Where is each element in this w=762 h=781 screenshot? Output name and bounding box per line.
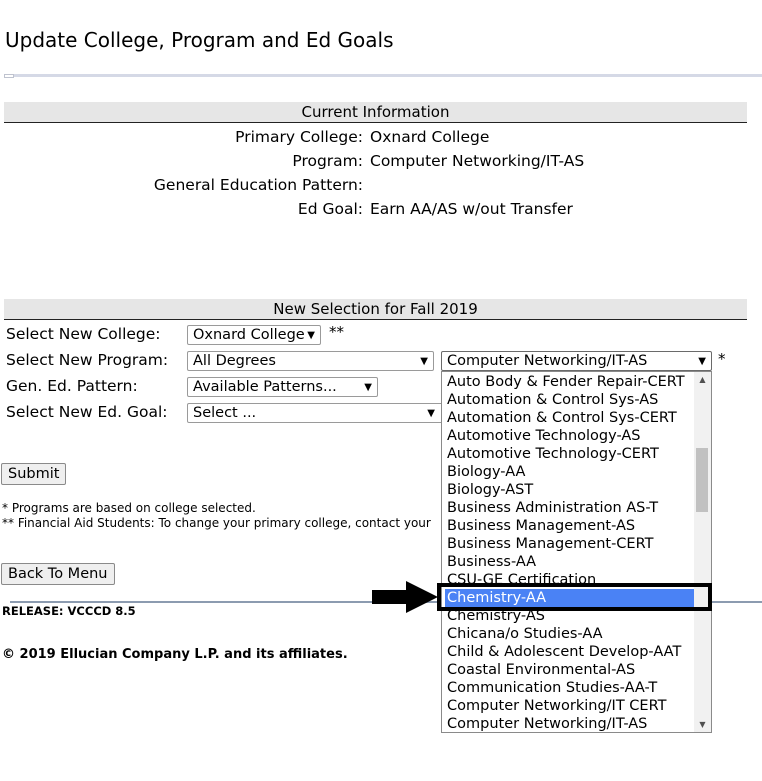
footnote-programs: * Programs are based on college selected. — [2, 501, 256, 515]
college-select[interactable] — [187, 325, 321, 345]
ed-goal-value: Earn AA/AS w/out Transfer — [370, 200, 573, 218]
new-selection-heading: New Selection for Fall 2019 — [4, 299, 747, 320]
copyright: © 2019 Ellucian Company L.P. and its affiliates. — [2, 647, 348, 662]
select-ed-goal-label: Select New Ed. Goal: — [6, 403, 168, 421]
scroll-down-icon[interactable]: ▼ — [699, 720, 706, 729]
program-option[interactable]: Chemistry-AS — [447, 608, 545, 624]
back-to-menu-button[interactable]: Back To Menu — [1, 563, 115, 585]
select-program-label: Select New Program: — [6, 351, 169, 369]
ge-pattern-select[interactable] — [187, 377, 378, 397]
select-college-label: Select New College: — [6, 325, 161, 343]
program-option[interactable]: Coastal Environmental-AS — [447, 662, 636, 678]
ge-pattern-select-label: Gen. Ed. Pattern: — [6, 377, 138, 395]
chevron-down-icon: ▼ — [698, 356, 706, 367]
program-option[interactable]: Biology-AA — [447, 464, 526, 480]
program-option[interactable]: Automation & Control Sys-AS — [447, 392, 659, 408]
arrow-right-icon — [370, 579, 440, 615]
ed-goal-select-value: Select ... — [193, 405, 257, 421]
title-divider — [4, 74, 762, 77]
college-footnote-mark: ** — [329, 323, 344, 341]
chevron-down-icon: ▼ — [364, 382, 372, 393]
program-select[interactable] — [441, 351, 712, 371]
program-option[interactable]: Business Management-CERT — [447, 536, 654, 552]
program-filter-select[interactable] — [187, 351, 434, 371]
primary-college-value: Oxnard College — [370, 128, 490, 146]
program-label: Program: — [292, 152, 363, 170]
chevron-down-icon: ▼ — [307, 330, 315, 341]
program-options-list[interactable] — [441, 371, 712, 733]
program-option[interactable]: Communication Studies-AA-T — [447, 680, 658, 696]
program-option[interactable]: Computer Networking/IT-AS — [447, 716, 648, 732]
program-footnote-mark: * — [718, 350, 726, 368]
submit-button[interactable]: Submit — [1, 463, 66, 485]
selection-highlight-box — [437, 583, 712, 611]
program-option[interactable]: Automation & Control Sys-CERT — [447, 410, 677, 426]
chevron-down-icon: ▼ — [427, 408, 435, 419]
release-label: RELEASE: VCCCD 8.5 — [2, 604, 136, 618]
program-option[interactable]: Computer Networking/IT CERT — [447, 698, 667, 714]
scroll-thumb[interactable] — [696, 448, 708, 512]
program-option[interactable]: Biology-AST — [447, 482, 534, 498]
program-filter-value: All Degrees — [193, 353, 276, 369]
program-option[interactable]: Business Management-AS — [447, 518, 636, 534]
program-option[interactable]: Child & Adolescent Develop-AAT — [447, 644, 682, 660]
program-option[interactable]: Business-AA — [447, 554, 537, 570]
scroll-up-icon[interactable]: ▲ — [699, 375, 706, 384]
college-select-value: Oxnard College — [193, 327, 305, 343]
program-option-selected[interactable]: Chemistry-AA — [445, 589, 694, 607]
program-option[interactable]: Auto Body & Fender Repair-CERT — [447, 374, 685, 390]
ed-goal-select[interactable] — [187, 403, 447, 423]
ge-pattern-label: General Education Pattern: — [153, 176, 363, 194]
chevron-down-icon: ▼ — [420, 356, 428, 367]
program-option[interactable]: Business Administration AS-T — [447, 500, 659, 516]
ed-goal-label: Ed Goal: — [297, 200, 363, 218]
footnote-financial-aid: ** Financial Aid Students: To change your primary college, contact your — [2, 516, 431, 530]
title-divider-cap — [4, 74, 14, 78]
program-option[interactable]: Chicana/o Studies-AA — [447, 626, 603, 642]
program-option[interactable]: Automotive Technology-AS — [447, 428, 641, 444]
current-information-heading: Current Information — [4, 102, 747, 123]
program-option[interactable]: Automotive Technology-CERT — [447, 446, 659, 462]
options-scrollbar[interactable] — [694, 372, 711, 732]
page-title: Update College, Program and Ed Goals — [5, 28, 394, 52]
program-select-value: Computer Networking/IT-AS — [447, 353, 648, 369]
program-option[interactable]: CSU-GE Certification — [447, 572, 597, 588]
primary-college-label: Primary College: — [235, 128, 363, 146]
program-value: Computer Networking/IT-AS — [370, 152, 585, 170]
ge-pattern-select-value: Available Patterns... — [193, 379, 337, 395]
